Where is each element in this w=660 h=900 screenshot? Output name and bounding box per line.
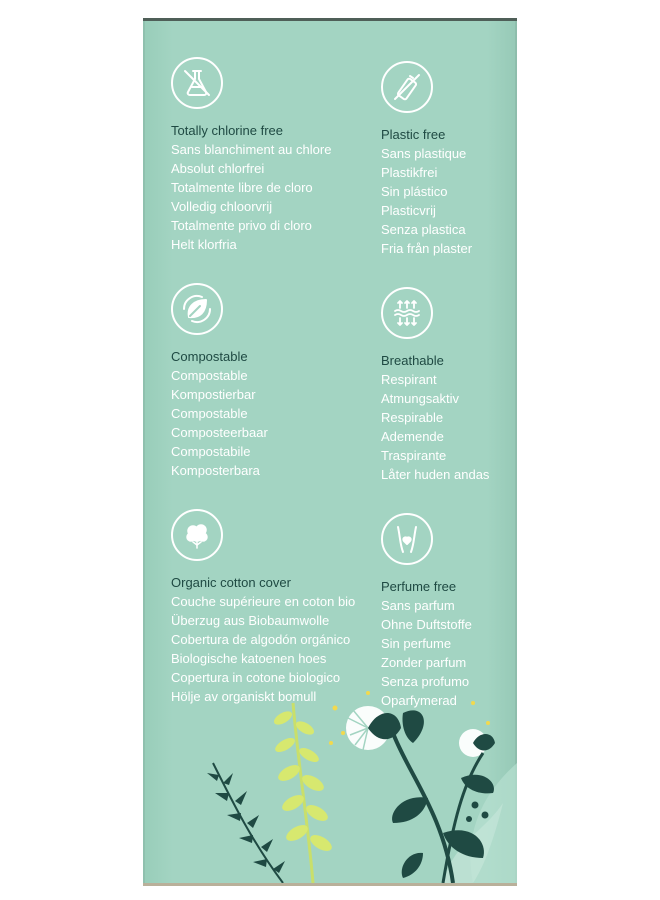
- translation: Plastikfrei: [381, 165, 438, 180]
- translation: Sin perfume: [381, 636, 452, 651]
- translation: Überzug aus Biobaumwolle: [171, 613, 330, 628]
- translation: Cobertura de algodón orgánico: [171, 632, 351, 647]
- translation: Kompostierbar: [171, 387, 256, 402]
- translation: Ademende: [381, 429, 444, 444]
- translation: Sin plástico: [381, 184, 448, 199]
- translation: Sans parfum: [381, 598, 455, 613]
- body-heart-icon: [381, 513, 433, 565]
- translation: Helt klorfria: [171, 237, 237, 252]
- feature-title: Organic cotton cover: [171, 575, 291, 590]
- translation: Biologische katoenen hoes: [171, 651, 327, 666]
- feature-title: Breathable: [381, 353, 444, 368]
- flower-right: [459, 729, 495, 757]
- translation: Compostable: [171, 406, 248, 421]
- compost-leaf-icon: [171, 283, 223, 335]
- feature-breathable: [381, 287, 489, 484]
- feature-organic-cotton: [171, 509, 355, 706]
- translation: Plasticvrij: [381, 203, 436, 218]
- cotton-flower-icon: [171, 509, 223, 561]
- translation: Absolut chlorfrei: [171, 161, 265, 176]
- translation: Fria från plaster: [381, 241, 473, 256]
- translation: Ohne Duftstoffe: [381, 617, 472, 632]
- translation: Composteerbaar: [171, 425, 268, 440]
- breathable-arrows-icon: [381, 287, 433, 339]
- translation: Komposterbara: [171, 463, 260, 478]
- translation: Totalmente privo di cloro: [171, 218, 312, 233]
- flask-crossed-icon: [171, 57, 223, 109]
- package-side-panel: [143, 18, 517, 886]
- translation: Copertura in cotone biologico: [171, 670, 341, 685]
- translation: Sans blanchiment au chlore: [171, 142, 332, 157]
- feature-perfume-free: [381, 513, 472, 710]
- translation: Totalmente libre de cloro: [171, 180, 313, 195]
- feature-plastic-free: [381, 61, 472, 258]
- feature-title: Plastic free: [381, 127, 446, 142]
- feature-title: Totally chlorine free: [171, 123, 283, 138]
- feature-title: Perfume free: [381, 579, 457, 594]
- feature-chlorine-free: [171, 57, 331, 254]
- translation: Compostable: [171, 368, 248, 383]
- translation: Respirant: [381, 372, 437, 387]
- translation: Låter huden andas: [381, 467, 490, 482]
- bottle-crossed-icon: [381, 61, 433, 113]
- botanical-illustration: [143, 683, 517, 883]
- translation: Atmungsaktiv: [381, 391, 460, 406]
- translation: Traspirante: [381, 448, 447, 463]
- translation: Sans plastique: [381, 146, 467, 161]
- flower-left: [346, 706, 401, 750]
- translation: Zonder parfum: [381, 655, 467, 670]
- translation: Hölje av organiskt bomull: [171, 689, 317, 704]
- translation: Senza profumo: [381, 674, 470, 689]
- feature-compostable: [171, 283, 268, 480]
- translation: Compostabile: [171, 444, 251, 459]
- translation: Couche supérieure en coton bio: [171, 594, 356, 609]
- translation: Senza plastica: [381, 222, 466, 237]
- translation: Oparfymerad: [381, 693, 457, 708]
- translation: Volledig chloorvrij: [171, 199, 273, 214]
- translation: Respirable: [381, 410, 444, 425]
- feature-title: Compostable: [171, 349, 248, 364]
